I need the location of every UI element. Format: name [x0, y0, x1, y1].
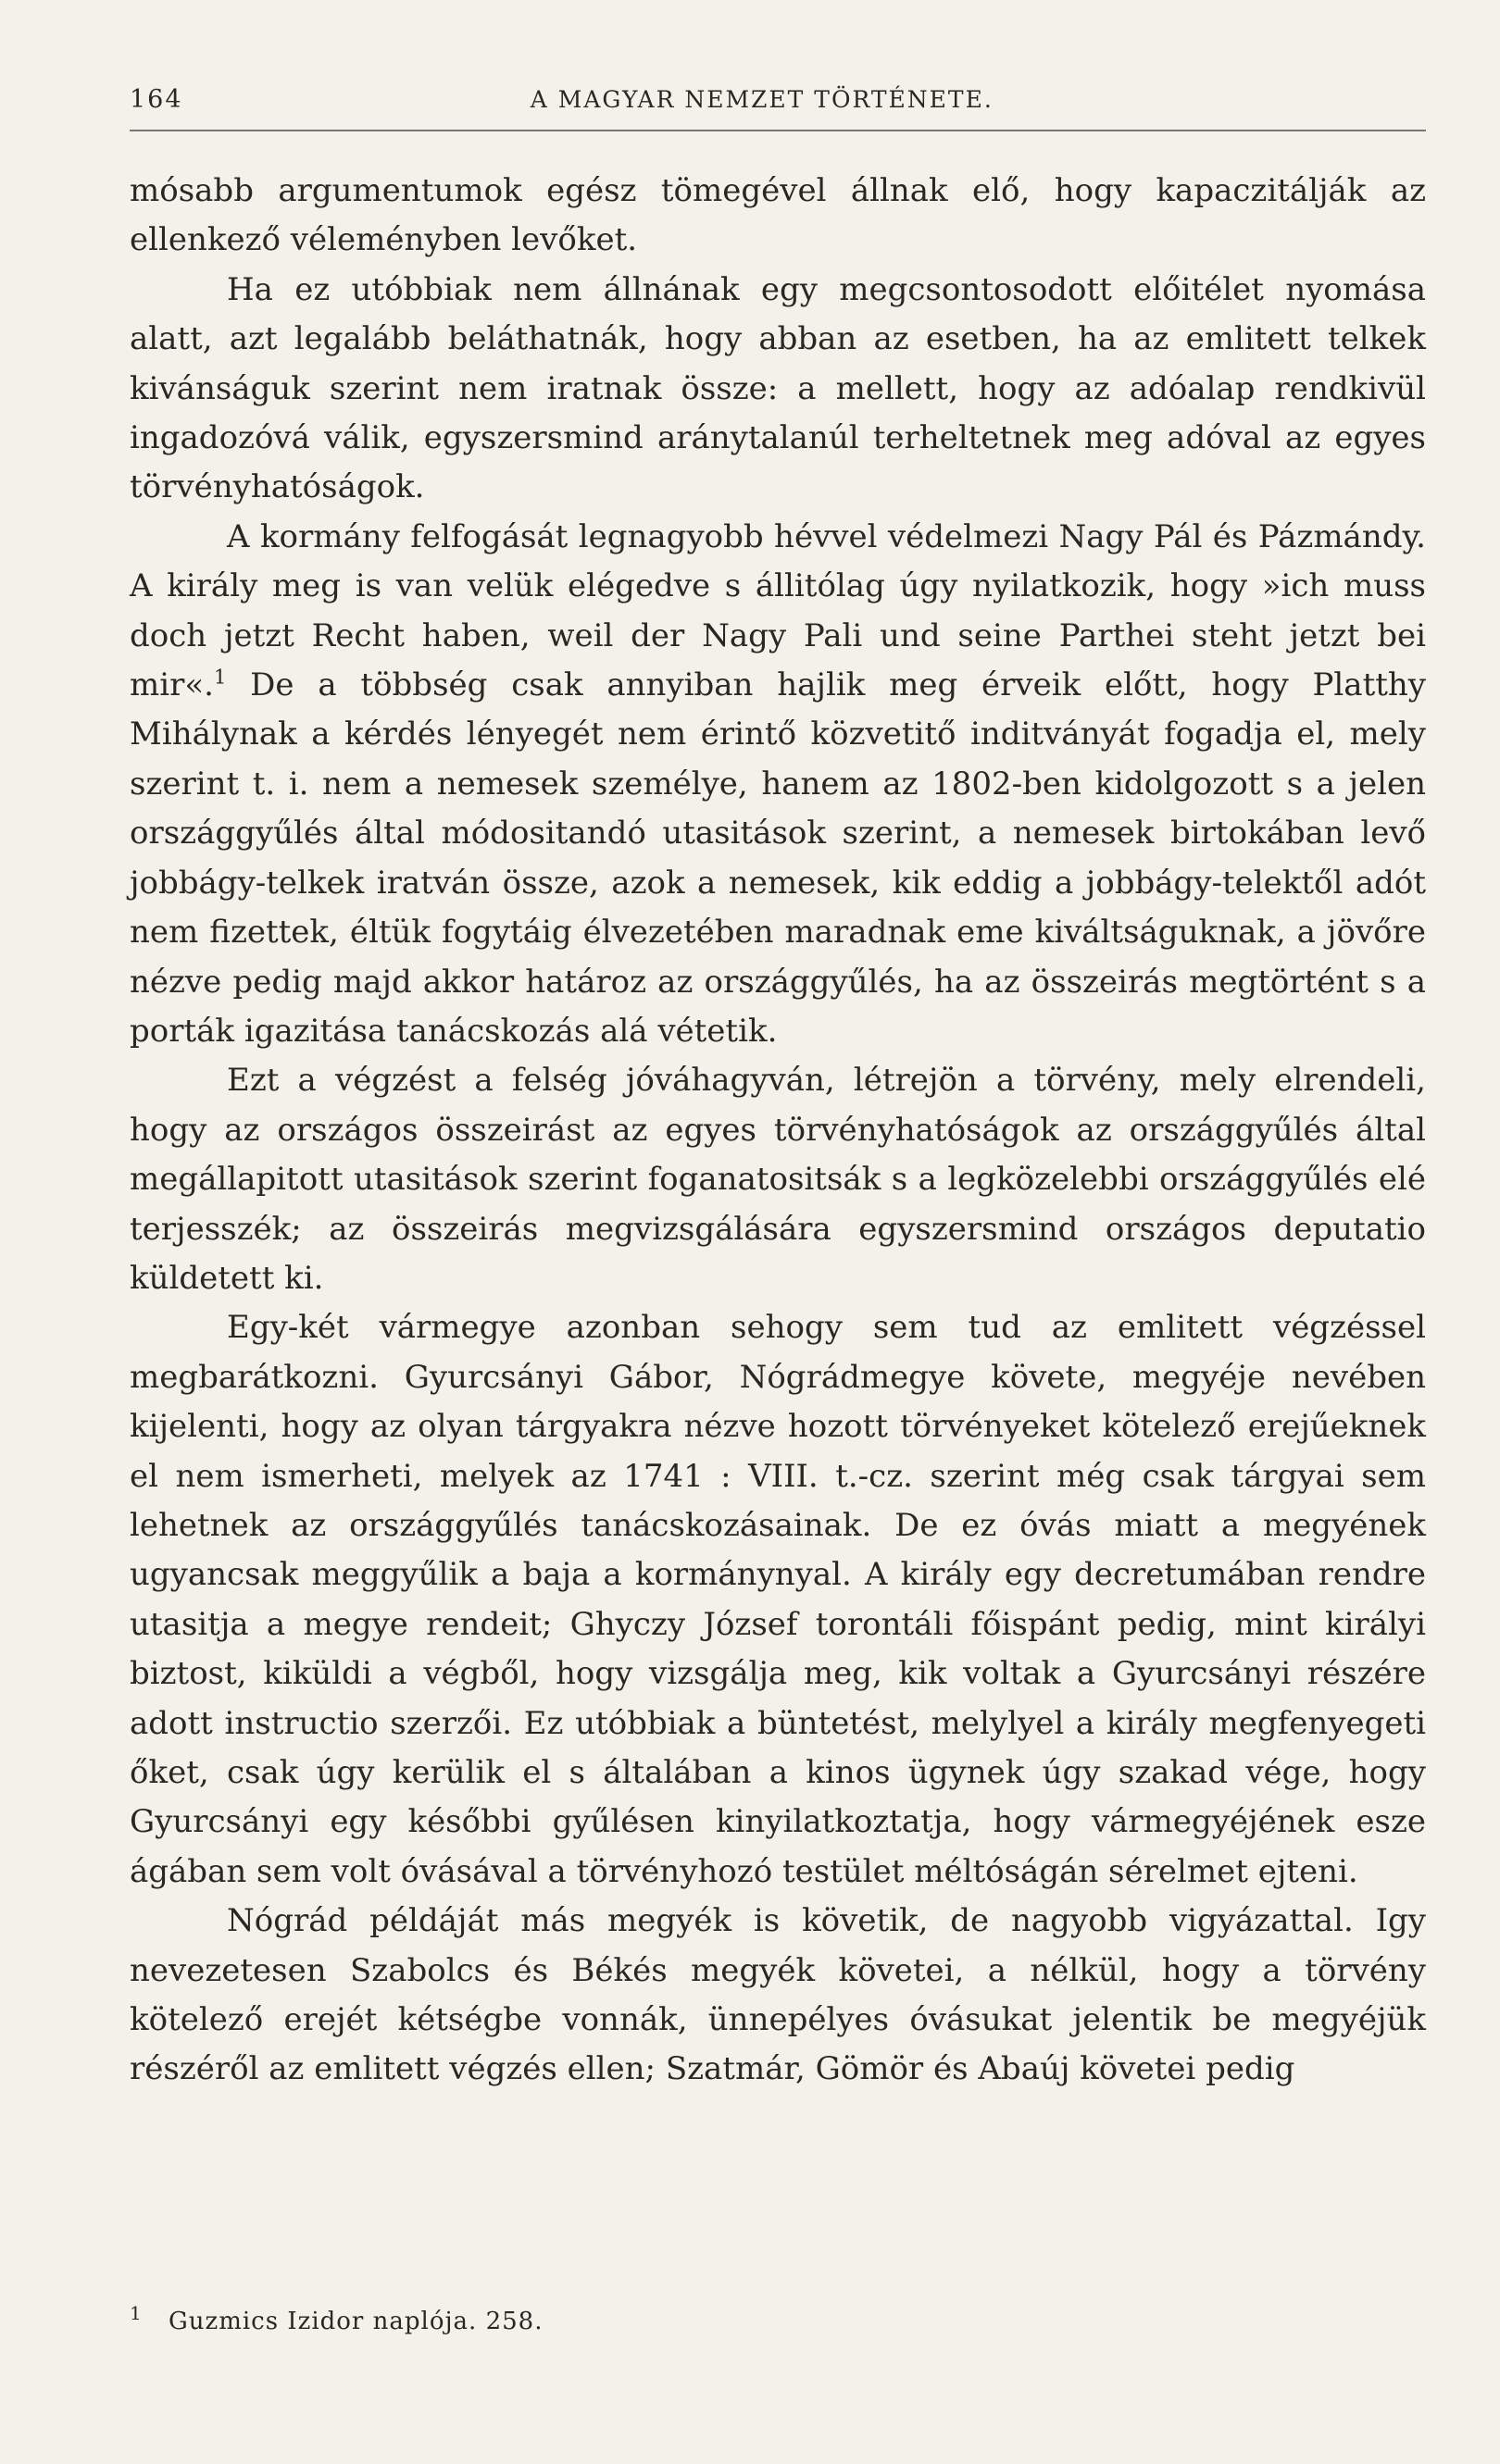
paragraph-continuation: mósabb argumentumok egész tömegével állnak elő, hogy kapaczitálják az ellenkező véleményben levőket.	[130, 172, 1426, 259]
page-header	[130, 85, 1426, 131]
paragraph: Nógrád példáját más megyék is követik, de nagyobb vigyázattal. Igy nevezetesen Szabolcs és Békés megyék követei, a nélkül, hogy a törvény kötelező erejét kétségbe vonnák, ünnepélyes óvásukat jelentik be megyéjük részéről az emlitett végzés ellen; Szatmár, Gömör és Abaúj követei pedig	[130, 1902, 1426, 2088]
paragraph-text-after-footnote: De a többség csak annyiban hajlik meg érveik előtt, hogy Platthy Mihálynak a kérdés lényegét nem érintő közvetitő inditványát fogadja el, mely szerint t. i. nem a nemesek személye, hanem az 1802-ben kidolgozott s a jelen országgyűlés által módositandó utasitások szerint, a nemesek birtokában levő jobbágy-telkek iratván össze, azok a nemesek, kik eddig a jobbágy-telektől adót nem fizettek, éltük fogytáig élvezetében maradnak eme kiváltságuknak, a jövőre nézve pedig majd akkor határoz az országgyűlés, ha az összeirás megtörtént s a porták igazitása tanácskozás alá vétetik.	[130, 666, 1426, 1050]
footnote-text: Guzmics Izidor naplója. 258.	[169, 2308, 544, 2335]
paragraph: Egy-két vármegye azonban sehogy sem tud az emlitett végzéssel megbarátkozni. Gyurcsányi Gábor, Nógrádmegye követe, megyéje nevében kijelenti, hogy az olyan tárgyakra nézve hozott törvényeket kötelező erejűeknek el nem ismerheti, melyek az 1741 : VIII. t.-cz. szerint még csak tárgyai sem lehetnek az országgyűlés tanácskozásainak. De ez óvás miatt a megyének ugyancsak meggyűlik a baja a kormánynyal. A király egy decretumában rendre utasitja a megye rendeit; Ghyczy József torontáli főispánt pedig, mint királyi biztost, kiküldi a végből, hogy vizsgálja meg, kik voltak a Gyurcsányi részére adott instructio szerzői. Ez utóbbiak a büntetést, melylyel a király megfenyegeti őket, csak úgy kerülik el s általában a kinos ügynek úgy szakad vége, hogy Gyurcsányi egy későbbi gyűlésen kinyilatkoztatja, hogy vármegyéjének esze ágában sem volt óvásával a törvényhozó testület méltóságán sérelmet ejteni.	[130, 1309, 1426, 1890]
paragraph-with-footnote	[130, 513, 1426, 1056]
paragraph-text-before-footnote: A kormány felfogását legnagyobb hévvel védelmezi Nagy Pál és Pázmándy. A király meg is van velük elégedve s állitólag úgy nyilatkozik, hogy »ich muss doch jetzt Recht haben, weil der Nagy Pali und seine Parthei steht jetzt bei mir«.	[130, 517, 1426, 704]
book-page	[130, 85, 1426, 2436]
paragraph: Ha ez utóbbiak nem állnának egy megcsontosodott előitélet nyomása alatt, azt legalább beláthatnák, hogy abban az esetben, ha az emlitett telkek kivánságuk szerint nem iratnak össze: a mellett, hogy az adóalap rendkivül ingadozóvá válik, egyszersmind aránytalanúl terheltetnek meg adóval az egyes törvényhatóságok.	[130, 270, 1426, 506]
footnote: 1 Guzmics Izidor naplója. 258.	[130, 2302, 544, 2335]
paragraph: Ezt a végzést a felség jóváhagyván, létrejön a törvény, mely elrendeli, hogy az országos összeirást az egyes törvényhatóságok az országgyűlés által megállapitott utasitások szerint foganatositsák s a legközelebbi országgyűlés elé terjesszék; az összeirás megvizsgálására egyszersmind országos deputatio küldetett ki.	[130, 1062, 1426, 1297]
page-number: 164	[130, 85, 183, 114]
running-title: A MAGYAR NEMZET TÖRTÉNETE.	[530, 86, 994, 113]
main-text	[130, 167, 1426, 2095]
footnote-reference: 1	[213, 666, 227, 689]
